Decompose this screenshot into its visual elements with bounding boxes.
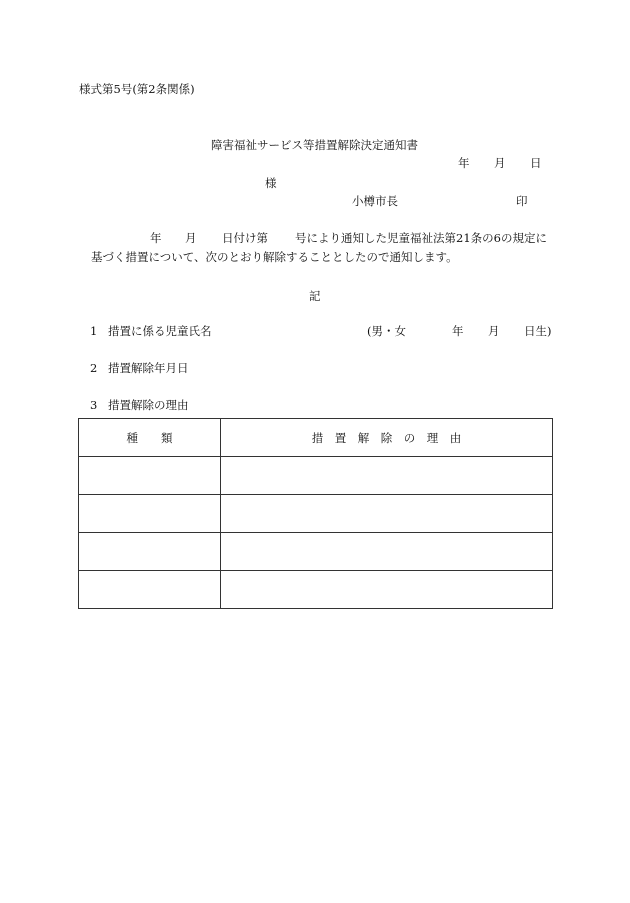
table-cell-type[interactable]	[79, 571, 221, 609]
date-month-label: 月	[494, 156, 506, 170]
item-1-gender: (男・女	[367, 324, 406, 338]
body-line1-rest: 号により通知した児童福祉法第21条の6の規定に	[295, 231, 547, 245]
seal-mark: 印	[516, 194, 528, 208]
ki-heading: 記	[309, 289, 321, 303]
form-number: 様式第5号(第2条関係)	[79, 82, 195, 96]
body-month: 月	[185, 231, 197, 245]
table-cell-type[interactable]	[79, 495, 221, 533]
addressee-suffix: 様	[265, 176, 277, 190]
item-1-number: 1	[90, 324, 98, 338]
item-1-year: 年	[452, 324, 464, 338]
table-cell-reason[interactable]	[221, 457, 553, 495]
item-1-birth: 日生)	[524, 324, 552, 338]
table-row	[79, 495, 553, 533]
document-title: 障害福祉サービス等措置解除決定通知書	[211, 138, 418, 152]
item-3-number: 3	[90, 398, 98, 412]
table-cell-reason[interactable]	[221, 571, 553, 609]
table-cell-reason[interactable]	[221, 533, 553, 571]
issuer-name: 小樽市長	[352, 194, 398, 208]
body-day-ref: 日付け第	[222, 231, 268, 245]
table-header-row	[79, 419, 553, 457]
table-cell-type[interactable]	[79, 457, 221, 495]
header-type: 種 類	[79, 419, 221, 457]
table-row	[79, 571, 553, 609]
item-1-label: 措置に係る児童氏名	[108, 324, 212, 338]
table-cell-type[interactable]	[79, 533, 221, 571]
item-2-label: 措置解除年月日	[108, 361, 189, 375]
header-reason: 措 置 解 除 の 理 由	[221, 419, 553, 457]
table-row	[79, 533, 553, 571]
item-2-number: 2	[90, 361, 98, 375]
table-cell-reason[interactable]	[221, 495, 553, 533]
reason-table	[78, 418, 553, 609]
body-year: 年	[150, 231, 162, 245]
body-line2: 基づく措置について、次のとおり解除することとしたので通知します。	[91, 250, 458, 264]
date-day-label: 日	[530, 156, 542, 170]
item-1-month: 月	[488, 324, 500, 338]
item-3-label: 措置解除の理由	[108, 398, 189, 412]
table-row	[79, 457, 553, 495]
date-year-label: 年	[458, 156, 470, 170]
